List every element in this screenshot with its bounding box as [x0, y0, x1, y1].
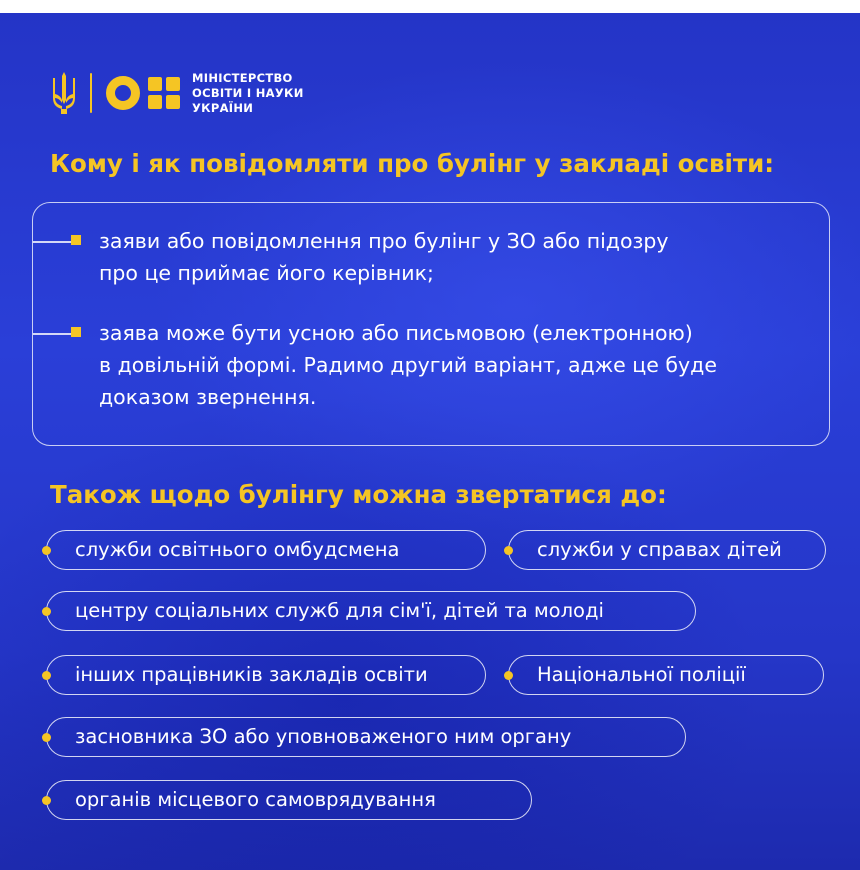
- contact-pill-school-staff: інших працівників закладів освіти: [46, 655, 486, 695]
- bullet-text-line: заява може бути усною або письмовою (електронною): [99, 321, 693, 345]
- pill-dot-icon: [42, 796, 51, 805]
- heading-also-contact: Також щодо булінгу можна звертатися до:: [50, 480, 667, 509]
- trident-emblem-icon: [50, 70, 78, 116]
- ministry-logo: [50, 68, 304, 118]
- bullet-text-line: заяви або повідомлення про булінг у ЗО або підозру: [99, 229, 669, 253]
- top-white-strip: [0, 0, 860, 13]
- contact-pill-local-government: органів місцевого самоврядування: [46, 780, 532, 820]
- ministry-name: МІНІСТЕРСТВО ОСВІТИ І НАУКИ УКРАЇНИ: [192, 70, 304, 115]
- pill-dot-icon: [504, 671, 513, 680]
- pill-dot-icon: [42, 546, 51, 555]
- bullet-connector-line: [33, 333, 71, 335]
- contact-pill-police: Національної поліції: [508, 655, 824, 695]
- contact-pill-social-services: центру соціальних служб для сім'ї, дітей та молоді: [46, 591, 696, 631]
- bullet-item: [33, 317, 823, 417]
- contact-pill-founder: засновника ЗО або уповноваженого ним органу: [46, 717, 686, 757]
- mon-logo-squares-icon: [148, 77, 180, 109]
- bullet-square-icon: [71, 235, 81, 245]
- contact-pill-child-services: служби у справах дітей: [508, 530, 826, 570]
- pill-dot-icon: [504, 546, 513, 555]
- pill-dot-icon: [42, 671, 51, 680]
- bullet-item: [33, 225, 823, 295]
- logo-divider: [90, 73, 92, 113]
- bullet-text-line: доказом звернення.: [99, 385, 317, 409]
- bullet-square-icon: [71, 327, 81, 337]
- heading-who-to-report: Кому і як повідомляти про булінг у закладі освіти:: [50, 149, 775, 178]
- pill-dot-icon: [42, 607, 51, 616]
- reporting-rules-box: [32, 202, 830, 446]
- contact-pill-ombudsman: служби освітнього омбудсмена: [46, 530, 486, 570]
- pill-dot-icon: [42, 733, 51, 742]
- bullet-text-line: про це приймає його керівник;: [99, 261, 434, 285]
- bullet-connector-line: [33, 241, 71, 243]
- bullet-text-line: в довільній формі. Радимо другий варіант, адже це буде: [99, 353, 717, 377]
- mon-logo-icon: [106, 76, 140, 110]
